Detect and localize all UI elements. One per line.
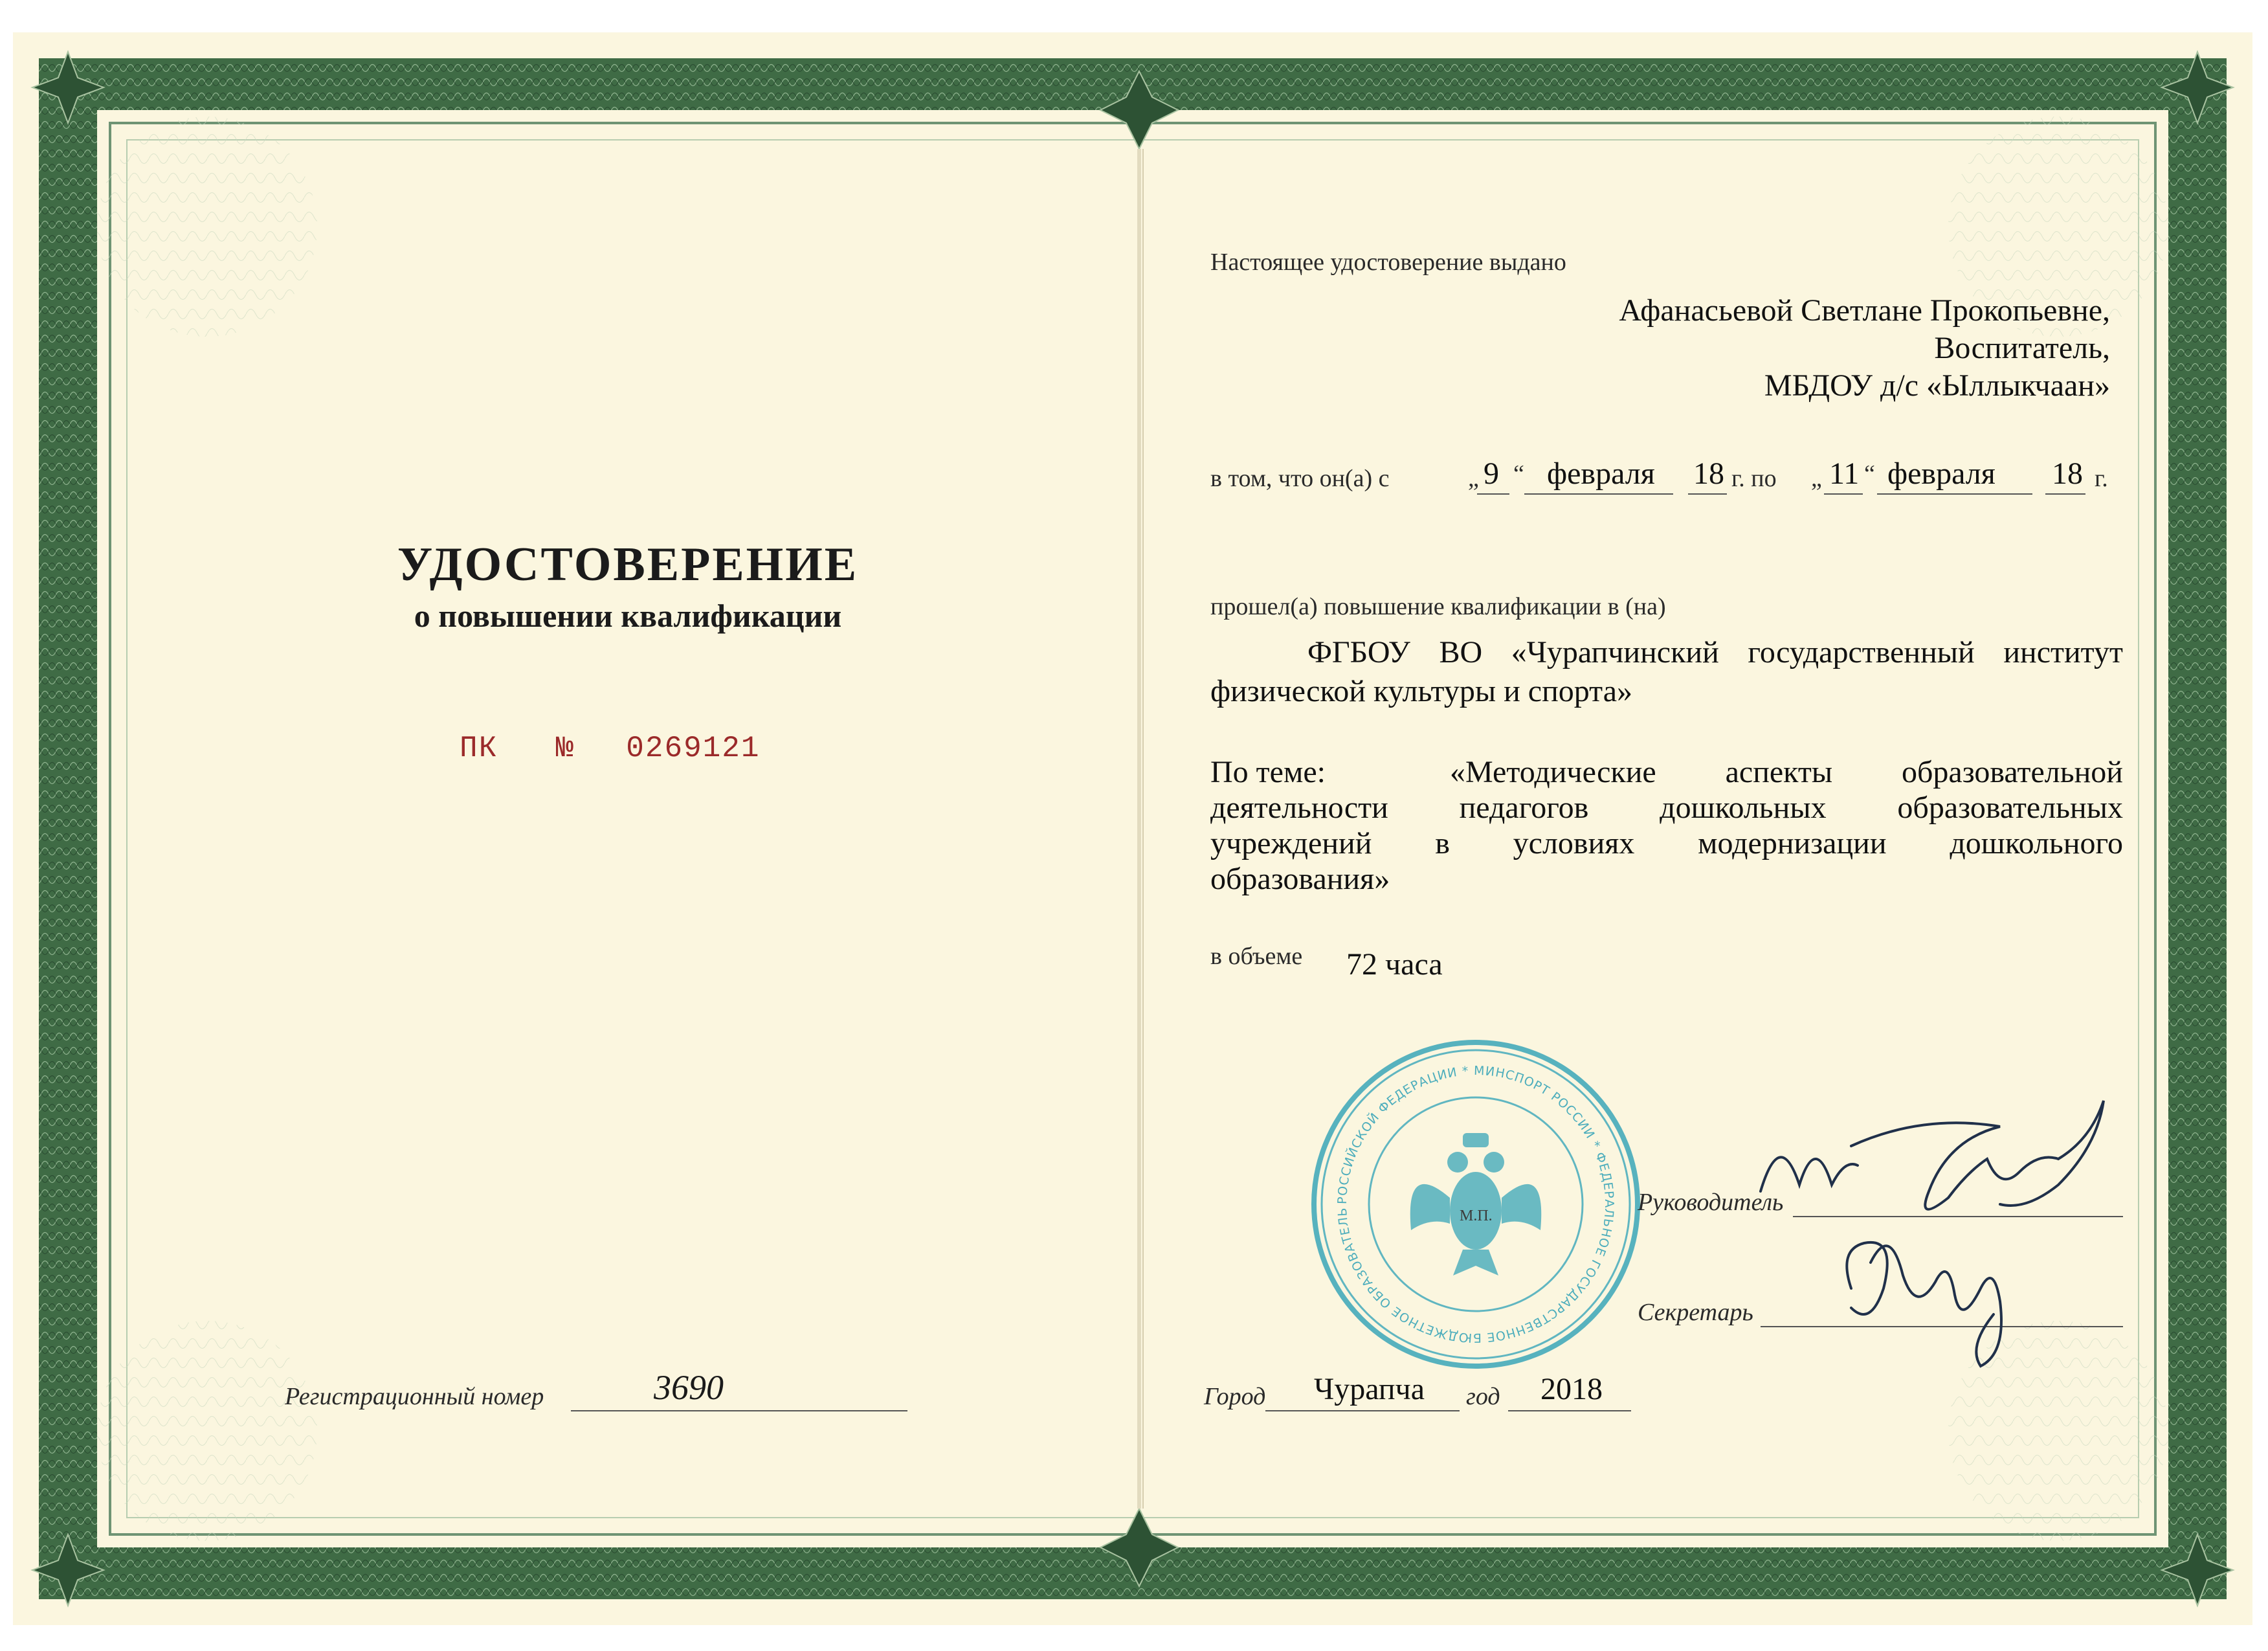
from-year: 18 [1693, 456, 1724, 491]
registration-label: Регистрационный номер [285, 1383, 544, 1410]
registration-number: 3690 [654, 1368, 724, 1407]
g-end-text: г. [2095, 465, 2108, 492]
institution-line-2: физической культуры и спорта» [1210, 674, 1633, 708]
coat-of-arms-icon [1410, 1133, 1542, 1275]
to-day: 11 [1829, 456, 1860, 491]
recipient-organization: МБДОУ д/с «Ыллыкчаан» [1764, 368, 2110, 403]
from-day-underline [1477, 493, 1509, 495]
topic-line-1: «Методические аспекты образовательной [1450, 755, 2123, 789]
to-month-underline [1877, 493, 2032, 495]
stamp-seal-graphic [1307, 1036, 1644, 1373]
year-underline [1508, 1410, 1631, 1411]
g-po-text: г. по [1731, 465, 1777, 492]
year-value: 2018 [1540, 1372, 1603, 1406]
serial-no-sign: № [555, 732, 575, 765]
completed-label: прошел(а) повышение квалификации в (на) [1210, 593, 1666, 620]
volume-label: в объеме [1210, 943, 1303, 970]
topic-line-2: деятельности педагогов дошкольных образовательных [1210, 791, 2123, 825]
certificate-sheet [13, 32, 2252, 1625]
stamp-mp-label: М.П. [1460, 1207, 1493, 1224]
close-quote-to: “ [1864, 460, 1875, 488]
city-label: Город [1204, 1383, 1266, 1410]
recipient-position: Воспитатель, [1934, 331, 2110, 365]
issued-to-label: Настоящее удостоверение выдано [1210, 249, 1566, 276]
open-quote: „ [1468, 465, 1479, 492]
stamp-ring-text: РОССИЙСКОЙ ФЕДЕРАЦИИ * МИНСПОРТ РОССИИ * ФЕДЕРАЛЬНОЕ ГОСУДАРСТВЕННОЕ БЮДЖЕТНОЕ ОБРАЗОВАТЕЛЬ [1335, 1063, 1617, 1345]
open-quote-to: „ [1811, 465, 1822, 492]
from-month: февраля [1547, 456, 1655, 491]
secretary-signature [1825, 1185, 2032, 1379]
document-title: УДОСТОВЕРЕНИЕ [397, 538, 859, 591]
serial-number: 0269121 [626, 732, 761, 765]
city-value: Чурапча [1314, 1372, 1425, 1406]
year-label: год [1466, 1383, 1500, 1410]
from-month-underline [1524, 493, 1673, 495]
to-year: 18 [2052, 456, 2083, 491]
city-underline [1265, 1410, 1460, 1411]
to-month: февраля [1887, 456, 1996, 491]
from-year-underline [1688, 493, 1727, 495]
topic-line-4: образования» [1210, 862, 1390, 896]
to-day-underline [1824, 493, 1863, 495]
period-prefix: в том, что он(а) с [1210, 465, 1390, 492]
serial-number-row [460, 732, 761, 765]
document-subtitle: о повышении квалификации [414, 598, 842, 634]
close-quote-from: “ [1513, 460, 1524, 488]
head-label: Руководитель [1638, 1189, 1784, 1216]
recipient-name: Афанасьевой Светлане Прокопьевне, [1619, 293, 2110, 328]
volume-value: 72 часа [1346, 947, 1443, 982]
topic-line-3: учреждений в условиях модернизации дошкольного [1210, 826, 2123, 860]
official-stamp [1307, 1036, 1644, 1373]
topic-label: По теме: [1210, 755, 1326, 789]
secretary-label: Секретарь [1638, 1299, 1753, 1326]
institution-line-1: ФГБОУ ВО «Чурапчинский государственный институт [1307, 635, 2123, 669]
serial-prefix: ПК [460, 732, 498, 765]
registration-underline [571, 1410, 907, 1411]
from-day: 9 [1484, 456, 1499, 491]
to-year-underline [2045, 493, 2085, 495]
